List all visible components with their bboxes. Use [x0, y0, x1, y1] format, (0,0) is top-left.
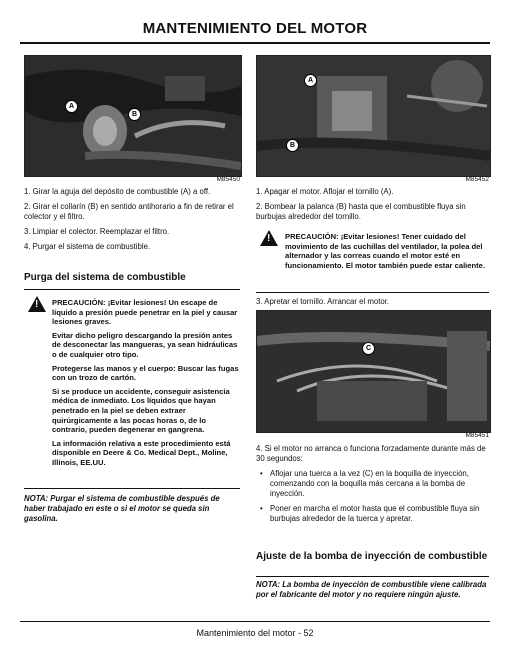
footer-rule [20, 621, 490, 622]
callout-a: A [65, 100, 78, 113]
section-rule [256, 576, 489, 577]
title-rule [20, 42, 490, 44]
figure-caption: M85451 [465, 432, 489, 439]
warning-icon [260, 230, 278, 246]
engine-photo-bleed-screw [256, 55, 491, 177]
warning-rule [256, 292, 489, 293]
pressure-warning [52, 298, 240, 472]
engine-photo-fuel-filter [24, 55, 242, 177]
callout-b: B [128, 108, 141, 121]
step-3: 3. Limpiar el colector. Reemplazar el filtro. [24, 227, 170, 236]
engine-photo-injector-nut [256, 310, 491, 433]
right-steps [256, 187, 489, 227]
figure-caption: M85450 [216, 176, 240, 183]
bullet-item: • Aflojar una tuerca a la vez (C) en la boquilla de inyección, comenzando con la boquilla más cercana a la bomba de inyección. [256, 469, 489, 499]
bullet-item: • Poner en marcha el motor hasta que el combustible fluya sin burbujas alrededor de la tuerca y apretar. [256, 504, 489, 524]
step-2: 2. Bombear la palanca (B) hasta que el combustible fluya sin burbujas alrededor del tornillo. [256, 202, 466, 221]
engine-photo-art [257, 56, 490, 176]
warning-line: PRECAUCIÓN: ¡Evitar lesiones! Un escape de líquido a presión puede penetrar en la piel y causar lesiones graves. [52, 298, 238, 327]
bleed-note: NOTA: Purgar el sistema de combustible después de haber trabajado en este o si el motor se queda sin gasolina. [24, 494, 220, 523]
step-4: 4. Si el motor no arranca o funciona forzadamente durante más de 30 segundos: [256, 444, 486, 463]
callout-a: A [304, 74, 317, 87]
section-heading: Ajuste de la bomba de inyección de combustible [256, 551, 488, 562]
left-steps [24, 187, 240, 257]
figure-caption: M85452 [465, 176, 489, 183]
engine-photo-art [257, 311, 490, 432]
warning-line: Protegerse las manos y el cuerpo: Buscar las fugas con un trozo de cartón. [52, 363, 239, 383]
callout-c: C [362, 342, 375, 355]
page-title: MANTENIMIENTO DEL MOTOR [142, 20, 368, 37]
right-step4 [256, 444, 489, 529]
warning-rule [24, 488, 240, 489]
section-rule [24, 289, 240, 290]
warning-line: La información relativa a este procedimiento está disponible en Deere & Co. Medical Dept., Moline, Illinois, EE.UU. [52, 438, 231, 467]
step-3: 3. Apretar el tornillo. Arrancar el motor. [256, 297, 390, 306]
step-1: 1. Girar la aguja del depósito de combustible (A) a off. [24, 187, 211, 196]
section-heading: Purga del sistema de combustible [24, 272, 186, 283]
warning-line: Evitar dicho peligro descargando la presión antes de desconectar las mangueras, ya sean hidráulicas o de cualquier otro tipo. [52, 330, 238, 359]
fan-warning: PRECAUCIÓN: ¡Evitar lesiones! Tener cuidado del movimiento de las cuchillas del ventilador, la polea del alternador y las correas cuando el motor esté en funcionamiento. El motor también puede estar caliente. [285, 232, 486, 270]
page-footer: Mantenimiento del motor - 52 [196, 628, 314, 638]
warning-line: Si se produce un accidente, conseguir asistencia médica de inmediato. Los líquidos que hayan penetrado en la piel se deben extraer quirúrgicamente a las pocas horas o, de lo contrario, pueden degenerar en gangrena. [52, 386, 230, 435]
step-1: 1. Apagar el motor. Aflojar el tornillo (A). [256, 187, 394, 196]
warning-icon [28, 296, 46, 312]
step-4: 4. Purgar el sistema de combustible. [24, 242, 151, 251]
callout-b: B [286, 139, 299, 152]
pump-note: NOTA: La bomba de inyección de combustible viene calibrada por el fabricante del motor y no requiere ningún ajuste. [256, 580, 487, 599]
step-2: 2. Girar el collarín (B) en sentido antihorario a fin de retirar el colector y el filtro. [24, 202, 234, 221]
